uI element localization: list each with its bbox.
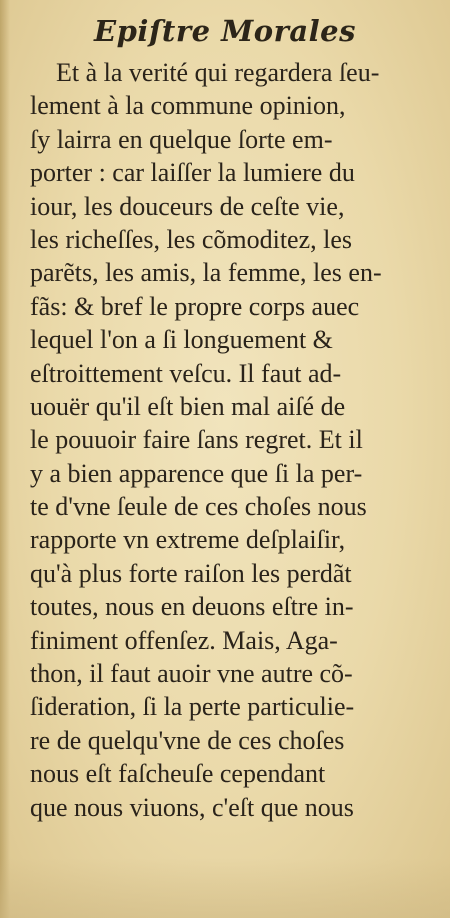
- text-line: Et à la verité qui regardera ſeu-: [56, 58, 380, 87]
- text-line: y a bien apparence que ſi la per-: [30, 458, 363, 488]
- text-line: ſy lairra en quelque ſorte em-: [30, 124, 333, 154]
- page-bottom-margin: [0, 858, 450, 918]
- text-line: thon, il faut auoir vne autre cõ-: [30, 659, 353, 689]
- text-line: qu'à plus forte raiſon les perdãt: [30, 558, 352, 588]
- text-line: nous eſt faſcheuſe cependant: [30, 759, 326, 789]
- text-line: eſtroittement veſcu. Il faut ad-: [30, 358, 342, 388]
- text-line: rapporte vn extreme deſplaiſir,: [30, 525, 346, 555]
- text-line: re de quelqu'vne de ces choſes: [30, 725, 345, 755]
- text-line: uouër qu'il eſt bien mal aiſé de: [30, 391, 346, 421]
- text-line: que nous viuons, c'eſt que nous: [30, 792, 354, 822]
- text-line: iour, les douceurs de ceſte vie,: [30, 191, 345, 221]
- text-line: te d'vne ſeule de ces choſes nous: [30, 492, 367, 522]
- text-line: finiment offenſez. Mais, Aga-: [30, 625, 338, 655]
- text-line: le pouuoir faire ſans regret. Et il: [30, 425, 363, 455]
- text-line: fãs: & bref le propre corps auec: [30, 291, 360, 321]
- text-line: lequel l'on a ſi longuement &: [30, 325, 333, 355]
- text-line: parẽts, les amis, la femme, les en-: [30, 258, 382, 288]
- text-line: les richeſſes, les cõmoditez, les: [30, 224, 353, 254]
- text-line: toutes, nous en deuons eſtre in-: [30, 592, 354, 622]
- page-gutter-shadow: [0, 0, 10, 918]
- body-text: [30, 56, 422, 824]
- text-line: lement à la commune opinion,: [30, 91, 346, 121]
- text-line: porter : car laiſſer la lumiere du: [30, 158, 355, 188]
- text-line: ſideration, ſi la perte particulie-: [30, 692, 355, 722]
- running-head: Epiſtre Morales: [94, 14, 356, 48]
